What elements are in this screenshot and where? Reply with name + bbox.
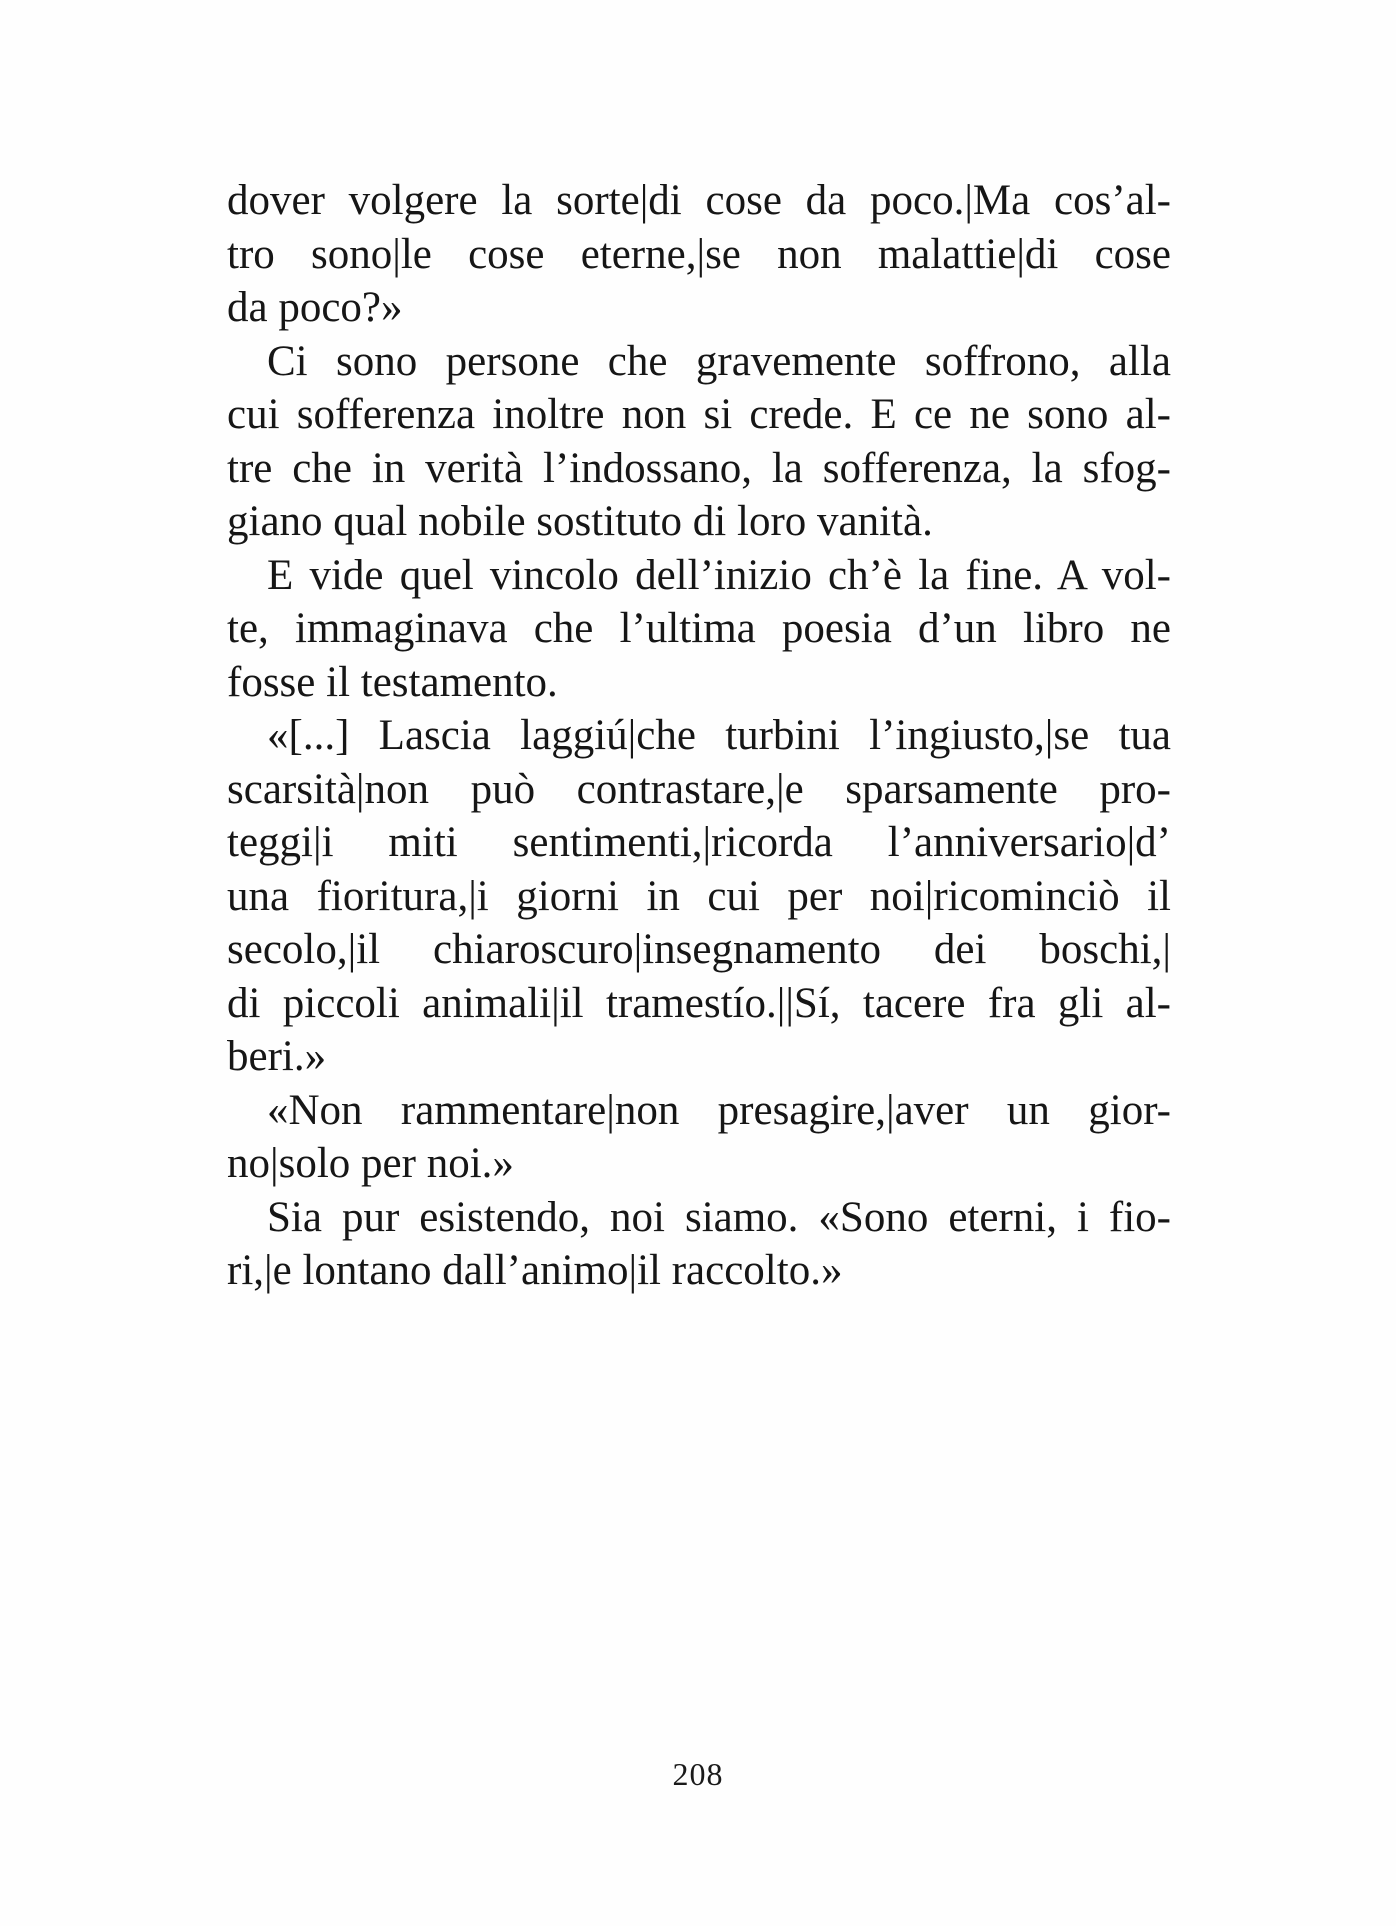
text-line: giano qual nobile sostituto di loro vanità. [227,498,933,545]
text-line: di piccoli animali|il tramestío.||Sí, tacere fra gli al- [227,979,1171,1027]
text-line: te, immaginava che l’ultima poesia d’un libro ne [227,605,1171,652]
text-line: Sia pur esistendo, noi siamo. «Sono eterni, i fio- [267,1193,1171,1241]
text-line: da poco?» [227,284,403,331]
page-number: 208 [672,1756,724,1792]
text-line: «[...] Lascia laggiú|che turbini l’ingiusto,|se tua [267,712,1171,759]
text-line: tro sono|le cose eterne,|se non malattie|di cose [227,230,1171,278]
text-line: beri.» [227,1033,327,1080]
text-line: scarsità|non può contrastare,|e sparsamente pro- [227,765,1171,813]
text-line: dover volgere la sorte|di cose da poco.|Ma cos’al- [227,177,1171,224]
text-line: fosse il testamento. [227,658,558,706]
text-line: teggi|i miti sentimenti,|ricorda l’anniversario|d’ [227,819,1171,866]
body-text [227,174,1171,1298]
text-line: una fioritura,|i giorni in cui per noi|ricominciò il [227,872,1171,920]
text-line: «Non rammentare|non presagire,|aver un gior- [267,1086,1171,1134]
text-line: no|solo per noi.» [227,1140,514,1187]
text-line: ri,|e lontano dall’animo|il raccolto.» [227,1247,843,1294]
text-line: Ci sono persone che gravemente soffrono, alla [267,337,1171,385]
text-line: E vide quel vincolo dell’inizio ch’è la fine. A vol- [267,551,1171,599]
text-line: tre che in verità l’indossano, la sofferenza, la sfog- [227,444,1171,492]
text-line: cui sofferenza inoltre non si crede. E ce ne sono al- [227,391,1171,438]
text-line: secolo,|il chiaroscuro|insegnamento dei boschi,| [227,926,1171,973]
